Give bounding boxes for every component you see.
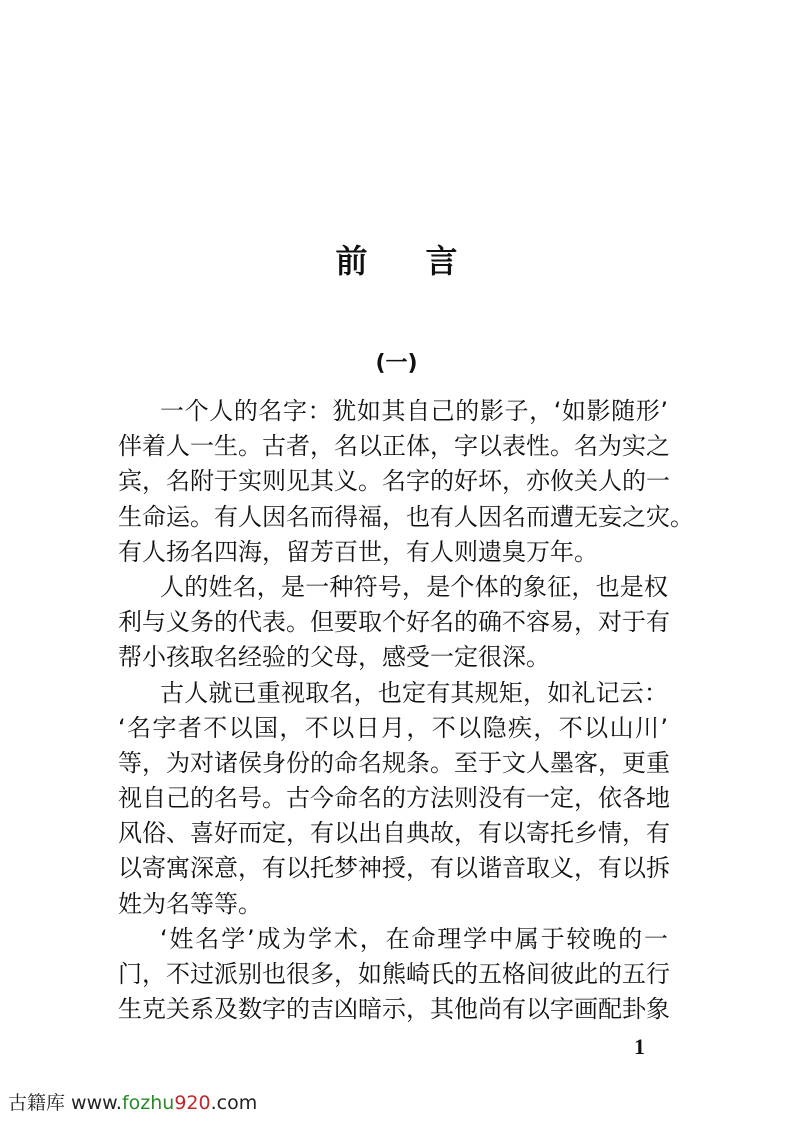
text-line: 生克关系及数字的吉凶暗示，其他尚有以字画配卦象: [118, 995, 670, 1024]
text-line: 等，为对诸侯身份的命名规条。至于文人墨客，更重: [118, 748, 670, 777]
watermark-green: fozhu: [121, 1092, 175, 1114]
text-line: 视自己的名号。古今命名的方法则没有一定，依各地: [118, 784, 670, 813]
text-line: ‘姓名学’成为学术，在命理学中属于较晚的一: [160, 924, 668, 953]
text-line: 人的姓名，是一种符号，是个体的象征，也是权: [160, 572, 668, 601]
text-line: 利与义务的代表。但要取个好名的确不容易，对于有: [118, 608, 670, 637]
page-title: 前言: [335, 242, 516, 280]
text-line: 宾，名附于实则见其义。名字的好坏，亦攸关人的一: [118, 467, 670, 496]
text-line: 伴着人一生。古者，名以正体，字以表性。名为实之: [118, 432, 670, 461]
body-text: [118, 394, 694, 1027]
section-heading: (一): [375, 351, 418, 376]
watermark: [8, 1088, 257, 1115]
text-line: 风俗、喜好而定，有以出自典故，有以寄托乡情，有: [118, 819, 670, 848]
text-line: 一个人的名字：犹如其自己的影子，‘如影随形’: [160, 397, 668, 425]
text-line: 生命运。有人因名而得福，也有人因名而遭无妄之灾。: [118, 502, 694, 531]
text-line: 有人扬名四海，留芳百世，有人则遗臭万年。: [118, 537, 598, 566]
text-line: 帮小孩取名经验的父母，感受一定很深。: [118, 643, 550, 672]
watermark-suffix: .com: [210, 1092, 258, 1114]
text-line: 古人就已重视取名，也定有其规矩，如礼记云：: [160, 678, 668, 707]
text-line: 门，不过派别也很多，如熊崎氏的五格间彼此的五行: [118, 960, 670, 988]
text-line: 姓为名等等。: [118, 889, 262, 918]
watermark-prefix: 古籍库 www.: [8, 1092, 122, 1114]
text-line: 以寄寓深意，有以托梦神授，有以谐音取义，有以拆: [118, 854, 670, 883]
page-number: 1: [634, 1034, 645, 1059]
watermark-red: 920: [174, 1092, 211, 1114]
text-line: ‘名字者不以国，不以日月，不以隐疾，不以山川’: [118, 713, 668, 742]
